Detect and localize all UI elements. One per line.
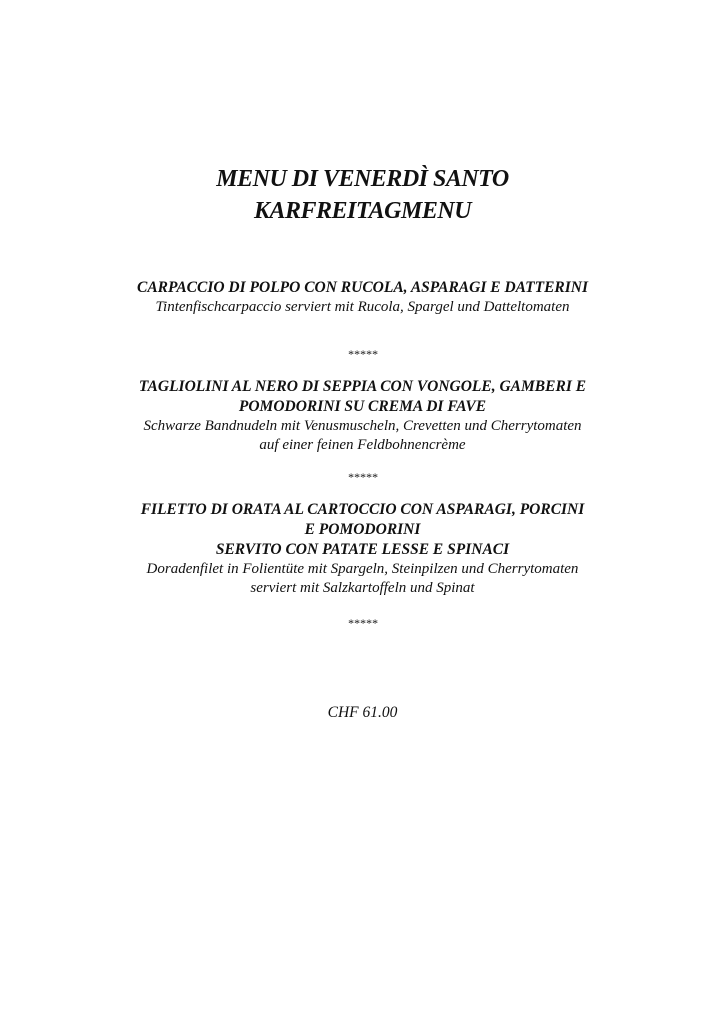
course-1-italian-line-1: CARPACCIO DI POLPO CON RUCOLA, ASPARAGI E DATTERINI (136, 279, 588, 296)
course-3 (0, 500, 725, 598)
course-2-italian-line-1: TAGLIOLINI AL NERO DI SEPPIA CON VONGOLE, GAMBERI E (138, 378, 587, 395)
separator-3: ***** (347, 616, 378, 630)
menu-title-italian: MENU DI VENERDÌ SANTO (216, 166, 509, 192)
course-3-italian-line-3: SERVITO CON PATATE LESSE E SPINACI (215, 541, 510, 558)
course-2 (0, 377, 725, 455)
menu-price: CHF 61.00 (327, 704, 398, 721)
course-3-italian-line-1: FILETTO DI ORATA AL CARTOCCIO CON ASPARAGI, PORCINI (140, 501, 585, 518)
course-2-italian-line-2: POMODORINI SU CREMA DI FAVE (238, 398, 487, 415)
menu-title-german: KARFREITAGMENU (253, 198, 472, 224)
course-2-german-line-1: Schwarze Bandnudeln mit Venusmuscheln, Crevetten und Cherrytomaten (143, 418, 582, 434)
course-1 (0, 278, 725, 317)
course-3-italian-line-2: E POMODORINI (304, 521, 421, 538)
separator-2: ***** (347, 470, 378, 484)
course-3-german-line-1: Doradenfilet in Folientüte mit Spargeln, Steinpilzen und Cherrytomaten (146, 561, 579, 577)
course-1-german-line-1: Tintenfischcarpaccio serviert mit Rucola, Spargel und Datteltomaten (155, 299, 570, 315)
menu-title (0, 163, 725, 227)
course-3-german-line-2: serviert mit Salzkartoffeln und Spinat (250, 580, 475, 596)
separator-1: ***** (347, 347, 378, 361)
course-2-german-line-2: auf einer feinen Feldbohnencrème (259, 437, 466, 453)
